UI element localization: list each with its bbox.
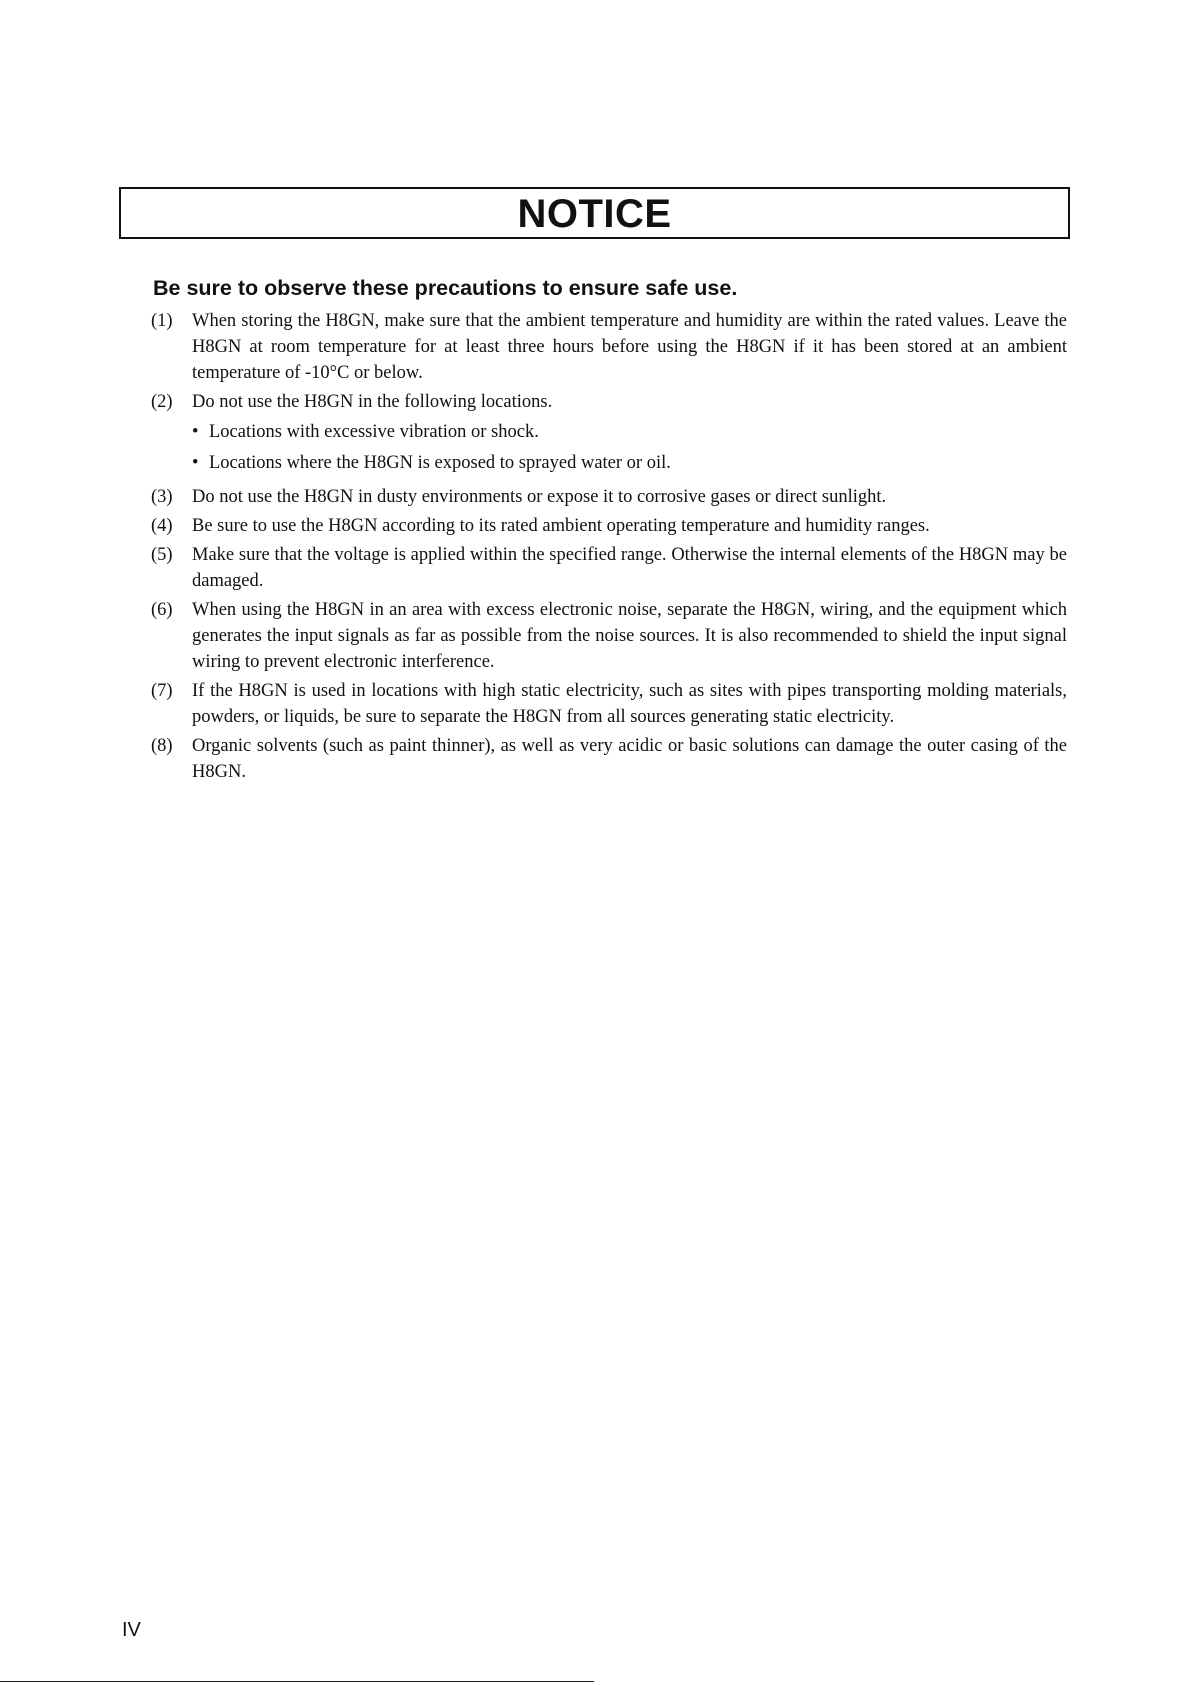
precaution-number: (1) — [151, 311, 173, 331]
precautions-list — [151, 308, 1067, 788]
precaution-body — [192, 389, 1067, 481]
notice-title: NOTICE — [517, 192, 672, 236]
precaution-number: (8) — [151, 736, 173, 756]
footer-divider — [0, 1681, 594, 1682]
precautions-heading: Be sure to observe these precautions to ensure safe use. — [153, 276, 738, 300]
precaution-number: (6) — [151, 600, 173, 620]
precaution-text: When storing the H8GN, make sure that the ambient temperature and humidity are within the rated values. Leave the H8GN at room temperature for at least three hours before using the H8GN if it has been stored at an ambient temperature of -10°C or below. — [192, 311, 1067, 383]
bullet-item — [192, 419, 1067, 445]
notice-banner — [119, 187, 1070, 239]
precaution-item-1 — [151, 308, 1067, 386]
precaution-text: When using the H8GN in an area with excess electronic noise, separate the H8GN, wiring, and the equipment which generates the input signals as far as possible from the noise sources. It is also recommended to shield the input signal wiring to prevent electronic interference. — [192, 600, 1067, 672]
precaution-text: Do not use the H8GN in the following locations. — [192, 392, 553, 412]
precaution-text: If the H8GN is used in locations with high static electricity, such as sites with pipes transporting molding materials, powders, or liquids, be sure to separate the H8GN from all sources generating static electricity. — [192, 681, 1067, 727]
precaution-text: Organic solvents (such as paint thinner), as well as very acidic or basic solutions can damage the outer casing of the H8GN. — [192, 736, 1067, 782]
precaution-number: (3) — [151, 487, 173, 507]
precaution-text: Make sure that the voltage is applied within the specified range. Otherwise the internal elements of the H8GN may be damaged. — [192, 545, 1067, 591]
page-number: IV — [122, 1619, 141, 1641]
precaution-number: (2) — [151, 392, 173, 412]
bullet-text: Locations where the H8GN is exposed to sprayed water or oil. — [209, 453, 671, 473]
precaution-item-5 — [151, 542, 1067, 594]
precaution-item-7 — [151, 678, 1067, 730]
precaution-number: (7) — [151, 681, 173, 701]
precaution-item-6 — [151, 597, 1067, 675]
precaution-item-2 — [151, 389, 1067, 481]
precaution-item-8 — [151, 733, 1067, 785]
bullet-item — [192, 450, 1067, 476]
precaution-number: (5) — [151, 545, 173, 565]
precaution-item-4 — [151, 513, 1067, 539]
precaution-number: (4) — [151, 516, 173, 536]
bullet-dot-icon: • — [192, 422, 199, 442]
location-bullet-list — [192, 419, 1067, 476]
precaution-text: Be sure to use the H8GN according to its rated ambient operating temperature and humidity ranges. — [192, 516, 930, 536]
precaution-item-3 — [151, 484, 1067, 510]
bullet-dot-icon: • — [192, 453, 199, 473]
bullet-text: Locations with excessive vibration or shock. — [209, 422, 539, 442]
precaution-text: Do not use the H8GN in dusty environments or expose it to corrosive gases or direct sunlight. — [192, 487, 887, 507]
